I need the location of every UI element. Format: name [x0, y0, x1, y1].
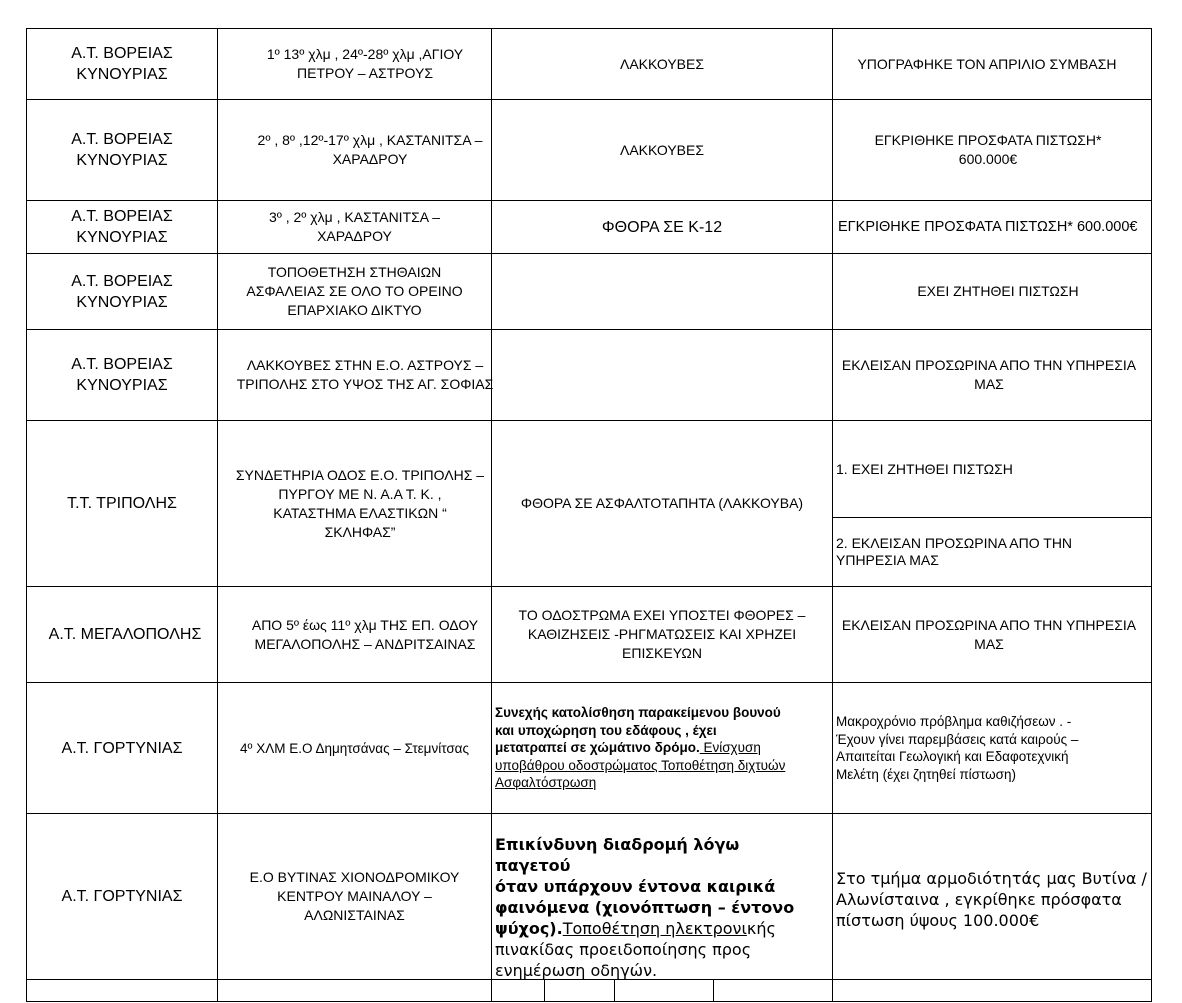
table-row-6-problem: ΦΘΟΡΑ ΣΕ ΑΣΦΑΛΤΟΤΑΠΗΤΑ (ΛΑΚΚΟΥΒΑ)	[520, 495, 804, 511]
table-row-4-location: ΤΟΠΟΘΕΤΗΣΗ ΣΤΗΘΑΙΩΝ ΑΣΦΑΛΕΙΑΣ ΣΕ ΟΛΟ ΤΟ ΟΡΕΙΝΟ ΕΠΑΡΧΙΑΚΟ ΔΙΚΤΥΟ	[246, 264, 463, 318]
table-row-3-district: Α.Τ. ΒΟΡΕΙΑΣ ΚΥΝΟΥΡΙΑΣ	[71, 208, 173, 246]
table-row-8-district: Α.Τ. ΓΟΡΤΥΝΙΑΣ	[61, 739, 183, 757]
table-row-2-status: ΕΓΚΡΙΘΗΚΕ ΠΡΟΣΦΑΤΑ ΠΙΣΤΩΣΗ* 600.000€	[874, 132, 1102, 167]
table-row-9-location: Ε.Ο ΒΥΤΙΝΑΣ ΧΙΟΝΟΔΡΟΜΙΚΟΥ ΚΕΝΤΡΟΥ ΜΑΙΝΑΛΟΥ – ΑΛΩΝΙΣΤΑΙΝΑΣ	[249, 869, 460, 923]
table-row-7-location: ΑΠΟ 5º έως 11º χλμ ΤΗΣ ΕΠ. ΟΔΟΥ ΜΕΓΑΛΟΠΟΛΗΣ – ΑΝΔΡΙΤΣΑΙΝΑΣ	[251, 616, 479, 652]
table-row-2-problem: ΛΑΚΚΟΥΒΕΣ	[619, 141, 705, 158]
table-row-1-district: Α.Τ. ΒΟΡΕΙΑΣ ΚΥΝΟΥΡΙΑΣ	[71, 45, 173, 83]
table-row-6-status-1: 1. ΕΧΕΙ ΖΗΤΗΘΕΙ ΠΙΣΤΩΣΗ	[836, 460, 1013, 477]
table-row-9-problem: Επικίνδυνη διαδρομή λόγω παγετού όταν υπάρχουν έντονα καιρικά φαινόμενα (χιονόπτωση – έντονο ψύχος).Τοποθέτηση ηλεκτρονικής πινακίδας προειδοποίησης προς ενημέρωση οδηγών.	[495, 835, 795, 980]
table-row-3-problem: ΦΘΟΡΑ ΣΕ Κ-12	[601, 218, 723, 236]
table-row-4-district: Α.Τ. ΒΟΡΕΙΑΣ ΚΥΝΟΥΡΙΑΣ	[71, 272, 173, 311]
table-row-2-location: 2º , 8º ,12º-17º χλμ , ΚΑΣΤΑΝΙΤΣΑ – ΧΑΡΑΔΡΟΥ	[257, 132, 483, 167]
table-row-3-status: ΕΓΚΡΙΘΗΚΕ ΠΡΟΣΦΑΤΑ ΠΙΣΤΩΣΗ* 600.000€	[838, 218, 1138, 235]
table-row-1-problem: ΛΑΚΚΟΥΒΕΣ	[619, 55, 705, 72]
table-row-8-status: Μακροχρόνιο πρόβλημα καθιζήσεων . - Έχουν γίνει παρεμβάσεις κατά καιρούς – Απαιτείται Γεωλογική και Εδαφοτεχνική Μελέτη (έχει ζητηθεί πίστωση)	[836, 714, 1079, 782]
table-row-4-status: ΕΧΕΙ ΖΗΤΗΘΕΙ ΠΙΣΤΩΣΗ	[917, 283, 1079, 299]
table-row-1-status: ΥΠΟΓΡΑΦΗΚΕ ΤΟΝ ΑΠΡΙΛΙΟ ΣΥΜΒΑΣΗ	[857, 55, 1117, 72]
table-row-7-problem: ΤΟ ΟΔΟΣΤΡΩΜΑ ΕΧΕΙ ΥΠΟΣΤΕΙ ΦΘΟΡΕΣ – ΚΑΘΙΖΗΣΕΙΣ -ΡΗΓΜΑΤΩΣΕΙΣ ΚΑΙ ΧΡΗΖΕΙ ΕΠΙΣΚΕΥΩΝ	[518, 607, 806, 661]
table-row-6-location: ΣΥΝΔΕΤΗΡΙΑ ΟΔΟΣ Ε.Ο. ΤΡΙΠΟΛΗΣ – ΠΥΡΓΟΥ ΜΕ Ν. Α.Α Τ. Κ. , ΚΑΤΑΣΤΗΜΑ ΕΛΑΣΤΙΚΩΝ “ ΣΚΛΗΦΑΣ”	[235, 466, 485, 540]
table-row-9-district: Α.Τ. ΓΟΡΤΥΝΙΑΣ	[61, 888, 183, 905]
table-row-4-problem	[492, 254, 832, 329]
table-row-6-status-2: 2. ΕΚΛΕΙΣΑΝ ΠΡΟΣΩΡΙΝΑ ΑΠΟ ΤΗΝ ΥΠΗΡΕΣΙΑ ΜΑΣ	[836, 535, 1073, 568]
table-row-3-location: 3º , 2º χλμ , ΚΑΣΤΑΝΙΤΣΑ – ΧΑΡΑΔΡΟΥ	[268, 209, 441, 244]
table-row-5-district: Α.Τ. ΒΟΡΕΙΑΣ ΚΥΝΟΥΡΙΑΣ	[71, 356, 173, 394]
table-row-5-location: ΛΑΚΚΟΥΒΕΣ ΣΤΗΝ Ε.Ο. ΑΣΤΡΟΥΣ – ΤΡΙΠΟΛΗΣ ΣΤΟ ΥΨΟΣ ΤΗΣ ΑΓ. ΣΟΦΙΑΣ	[236, 357, 494, 392]
table-row-7-status: ΕΚΛΕΙΣΑΝ ΠΡΟΣΩΡΙΝΑ ΑΠΟ ΤΗΝ ΥΠΗΡΕΣΙΑ ΜΑΣ	[841, 616, 1137, 652]
table-row-2-district: Α.Τ. ΒΟΡΕΙΑΣ ΚΥΝΟΥΡΙΑΣ	[71, 131, 173, 169]
table-row-6-district: Τ.Τ. ΤΡΙΠΟΛΗΣ	[67, 495, 177, 512]
table-row-8-problem: Συνεχής κατολίσθηση παρακείμενου βουνού και υποχώρηση του εδάφους , έχει μετατραπεί σε χώμάτινο δρόμο. Ενίσχυση υποβάθρου οδοστρώματος Τοποθέτηση διχτυών Ασφαλτόστρωση	[495, 705, 786, 791]
table-row-5-problem	[492, 330, 832, 420]
table-row-5-status: ΕΚΛΕΙΣΑΝ ΠΡΟΣΩΡΙΝΑ ΑΠΟ ΤΗΝ ΥΠΗΡΕΣΙΑ ΜΑΣ	[841, 357, 1137, 392]
table-row-7-district: Α.Τ. ΜΕΓΑΛΟΠΟΛΗΣ	[48, 625, 202, 643]
table-row-8-location: 4º ΧΛΜ Ε.Ο Δημητσάνας – Στεμνίτσας	[240, 740, 469, 756]
table-row-9-status: Στο τμήμα αρμοδιότητάς μας Βυτίνα / Αλωνίσταινα , εγκρίθηκε πρόσφατα πίστωση ύψους 100.000€	[836, 868, 1147, 930]
table-row-1-location: 1º 13º χλμ , 24º-28º χλμ ,ΑΓΙΟΥ ΠΕΤΡΟΥ – ΑΣΤΡΟΥΣ	[266, 46, 464, 81]
